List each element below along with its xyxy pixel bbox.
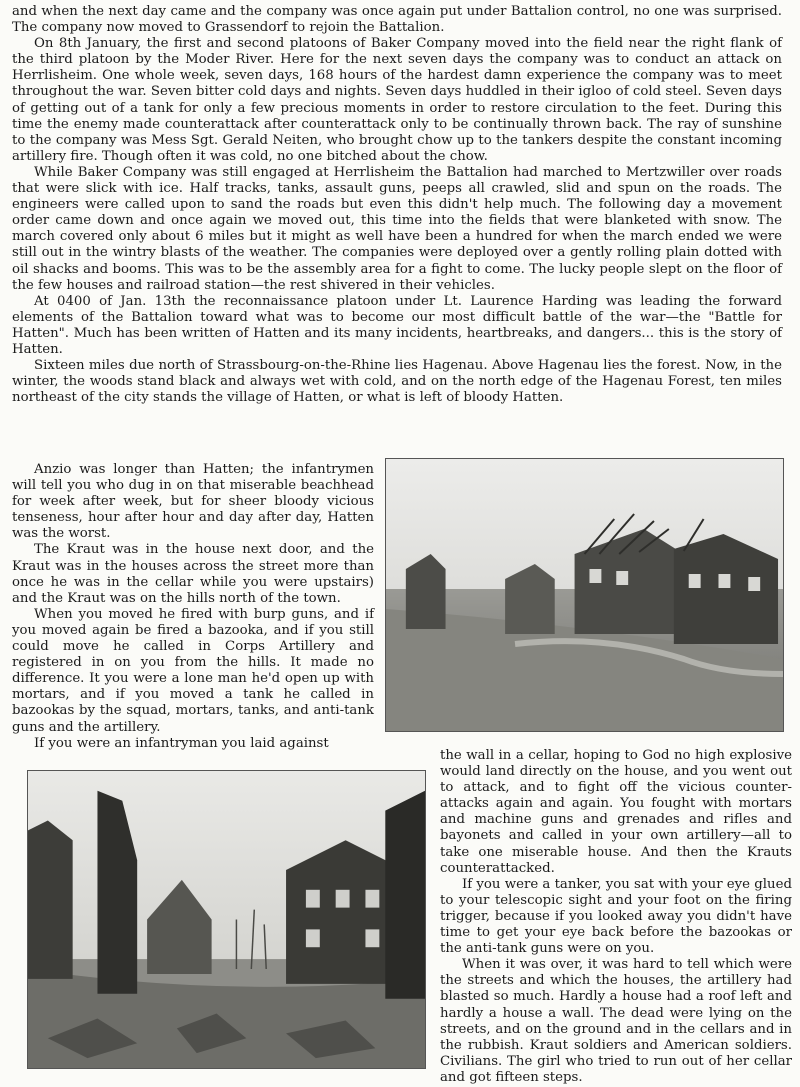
paragraph: At 0400 of Jan. 13th the reconnaissance platoon under Lt. Laurence Harding was leading the forward elements of the Battalion toward what was to become our most difficult battle of the war—the "Battle for Hatten". Much has been written of Hatten and its many incidents, heartbreaks, and dangers... this is the story of Hatten. bbox=[12, 293, 782, 357]
paragraph: When it was over, it was hard to tell which were the streets and which the houses, the artillery had blasted so much. Hardly a house had a roof left and hardly a house a wall. The dead were lying on the streets, and on the ground and in the cellars and in the rubbish. Kraut soldiers and American soldiers. Civilians. The girl who tried to run out of her cellar and got fifteen steps. bbox=[440, 957, 792, 1085]
photo-illustration bbox=[28, 771, 425, 1068]
photo-ruined-street-hatten bbox=[385, 458, 784, 732]
left-column bbox=[12, 462, 374, 752]
paragraph: On 8th January, the first and second platoons of Baker Company moved into the field near the right flank of the third platoon by the Moder River. Here for the next seven days the company was to conduct an attack on Herrlisheim. One whole week, seven days, 168 hours of the hardest damn experience the company was to meet throughout the war. Seven bitter cold days and nights. Seven days huddled in their igloo of cold steel. Seven days of getting out of a tank for only a few precious moments in order to restore circulation to the feet. During this time the enemy made counterattack after counterattack only to be continually thrown back. The ray of sunshine to the company was Mess Sgt. Gerald Neiten, who brought chow up to the tankers despite the constant incoming artillery fire. Though often it was cold, no one bitched about the chow. bbox=[12, 36, 782, 164]
photo-illustration bbox=[386, 459, 783, 731]
paragraph: the wall in a cellar, hoping to God no high explosive would land directly on the house, and you went out to attack, and to fight off the vicious counter-attacks again and again. You fought with mortars and machine guns and grenades and rifles and bayonets and called in your own artillery—all to take one miserable house. And then the Krauts counterattacked. bbox=[440, 748, 792, 876]
paragraph: While Baker Company was still engaged at Herrlisheim the Battalion had marched to Mertzwiller over roads that were slick with ice. Half tracks, tanks, assault guns, peeps all crawled, slid and spun on the roads. The engineers were called upon to sand the roads but even this didn't help much. The following day a movement order came down and once again we moved out, this time into the fields that were blanketed with snow. The march covered only about 6 miles but it might as well have been a hundred for when the march ended we were still out in the wintry blasts of the weather. The companies were deployed over a gently rolling plain dotted with oil shacks and booms. This was to be the assembly area for a fight to come. The lucky people slept on the floor of the few houses and railroad station—the rest shivered in their vehicles. bbox=[12, 164, 782, 293]
paragraph: The Kraut was in the house next door, and the Kraut was in the houses across the street more than once he was in the cellar while you were upstairs) and the Kraut was on the hills north of the town. bbox=[12, 542, 374, 606]
photo-bombed-houses-hatten bbox=[27, 770, 426, 1069]
paragraph: If you were a tanker, you sat with your eye glued to your telescopic sight and your foot on the firing trigger, because if you looked away you didn't have time to get your eye back before the bazookas or the anti-tank guns were on you. bbox=[440, 876, 792, 957]
full-width-text bbox=[12, 4, 782, 406]
paragraph: When you moved he fired with burp guns, and if you moved again be fired a bazooka, and if you still could move he called in Corps Artillery and registered in on you from the hills. It made no difference. It you were a lone man he'd open up with mortars, and if you moved a tank he called in bazookas by the squad, mortars, tanks, and anti-tank guns and the artillery. bbox=[12, 606, 374, 735]
right-column bbox=[440, 748, 792, 1086]
paragraph: Anzio was longer than Hatten; the infantrymen will tell you who dug in on that miserable beachhead for week after week, but for sheer bloody vicious tenseness, hour after hour and day after day, Hatten was the worst. bbox=[12, 462, 374, 542]
paragraph: and when the next day came and the company was once again put under Battalion control, no one was surprised. The company now moved to Grassendorf to rejoin the Battalion. bbox=[12, 4, 782, 36]
paragraph: Sixteen miles due north of Strassbourg-on-the-Rhine lies Hagenau. Above Hagenau lies the forest. Now, in the winter, the woods stand black and always wet with cold, and on the north edge of the Hagenau Forest, ten miles northeast of the city stands the village of Hatten, or what is left of bloody Hatten. bbox=[12, 358, 782, 406]
paragraph: If you were an infantryman you laid against bbox=[34, 735, 329, 751]
